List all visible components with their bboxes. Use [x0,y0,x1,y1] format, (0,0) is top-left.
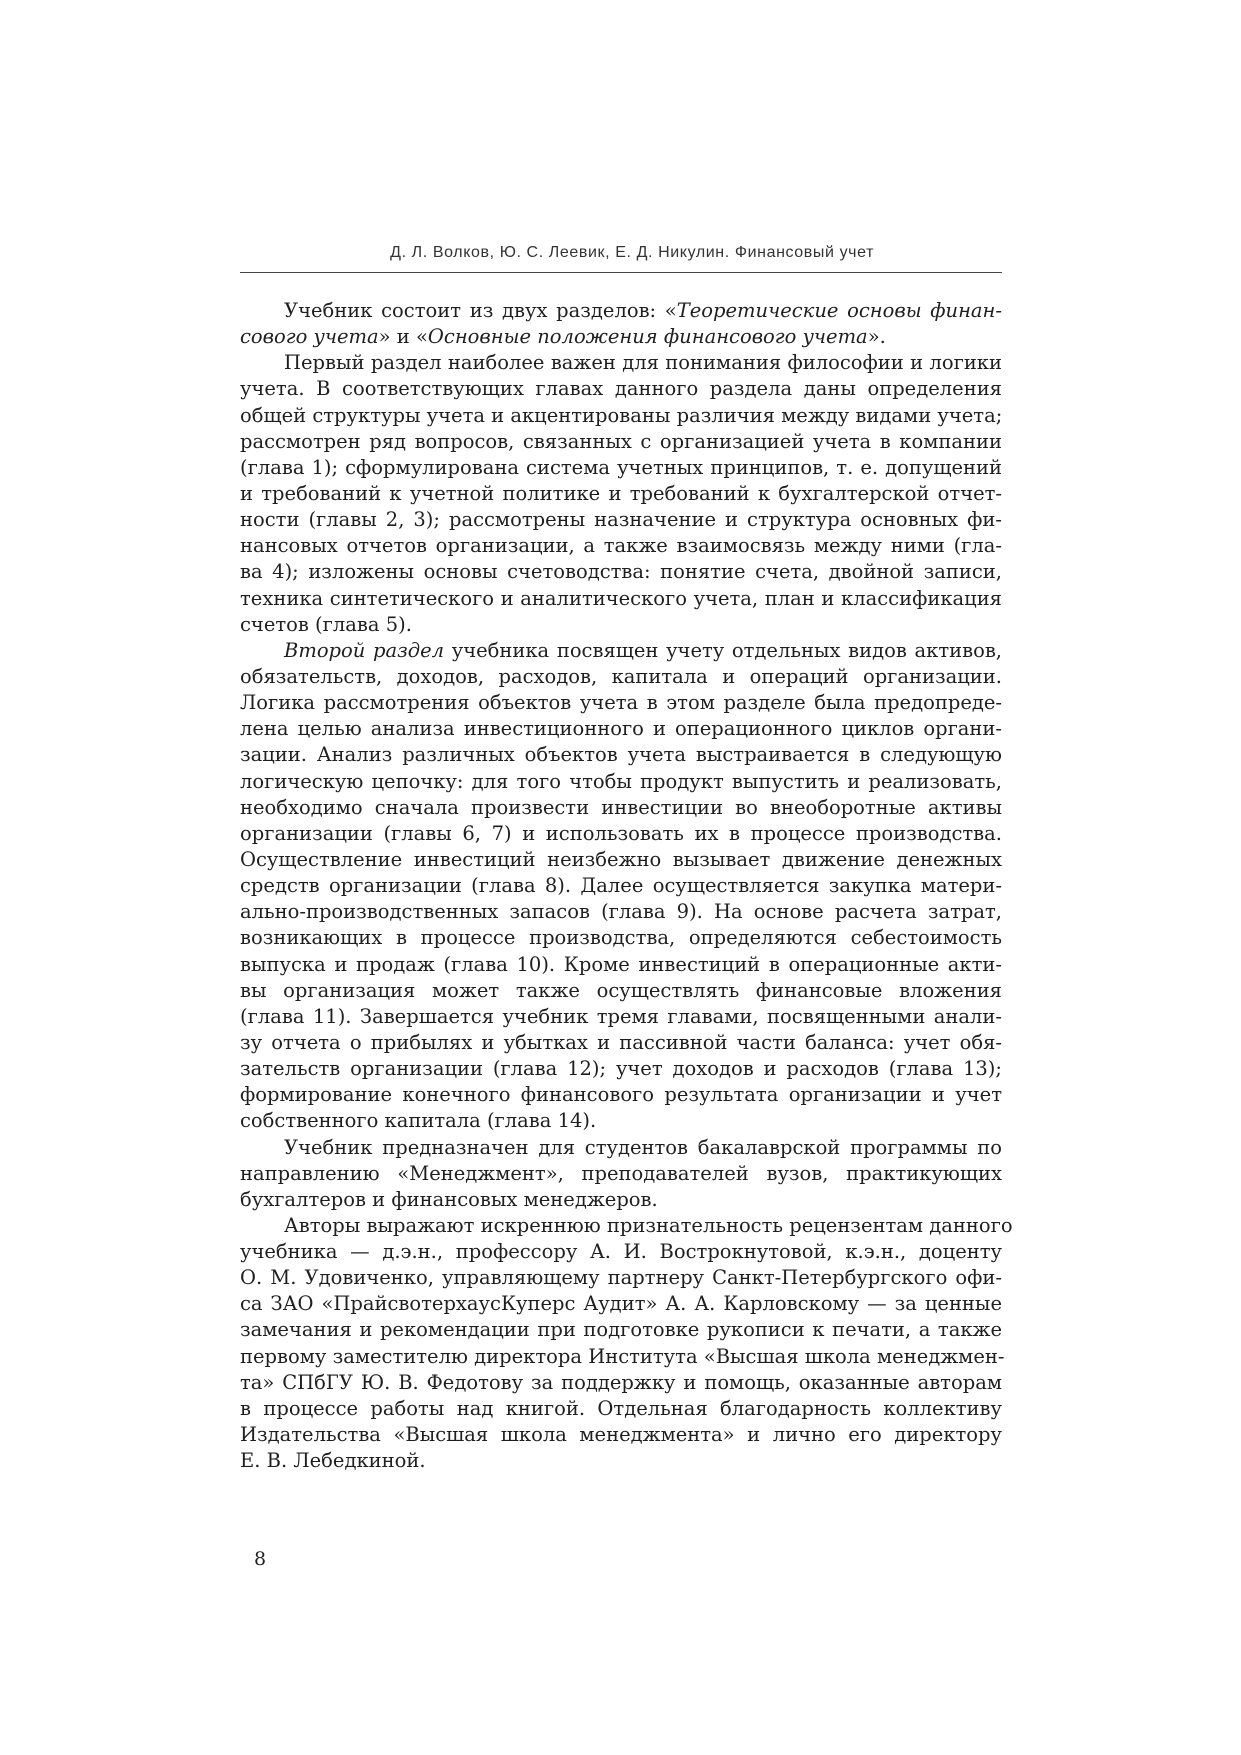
text-line [240,533,1002,559]
text-run: учебника — д.э.н., профессору А. И. Вострокнутовой, к.э.н., доценту [240,1240,1002,1264]
text-run: О. М. Удовиченко, управляющему партнеру Санкт-Петербургского офи- [240,1266,1002,1290]
text-line [240,742,1002,768]
text-line [240,690,1002,716]
italic-run: Основные положения финансового учета [427,325,868,349]
text-run: возникающих в процессе производства, определяются себестоимость [240,926,1002,950]
text-run: вы организация может также осуществлять финансовые вложения [240,978,1002,1002]
paragraph [240,350,1002,638]
text-line [240,952,1002,978]
text-line [240,1135,1002,1161]
text-run: ально-производственных запасов (глава 9). На основе расчета затрат, [240,900,1002,924]
text-run: замечания и рекомендации при подготовке рукописи к печати, а также [240,1318,1002,1342]
text-run: (глава 1); сформулирована система учетных принципов, т. е. допущений [240,455,1002,479]
text-line [240,1291,1002,1317]
text-line [240,873,1002,899]
header-rule [240,272,1002,273]
paragraph [240,1135,1002,1213]
text-run: и требований к учетной политике и требований к бухгалтерской отчет- [240,481,1002,505]
text-line [240,1422,1002,1448]
text-run: Учебник состоит из двух разделов: « [284,299,677,322]
running-head: Д. Л. Волков, Ю. С. Леевик, Е. Д. Никулин. Финансовый учет [390,244,874,261]
text-line [240,1396,1002,1422]
text-line [240,847,1002,873]
text-line [240,298,1002,324]
text-line [240,1239,1002,1265]
text-run: учебника посвящен учету отдельных видов активов, [444,638,1002,662]
text-line [240,1161,1002,1187]
paragraph [240,1213,1013,1474]
italic-run: Второй раздел [284,638,445,662]
italic-run: Теоретические основы финан- [676,299,1002,322]
text-line [240,716,1002,742]
text-line [240,821,1002,847]
text-run: лена целью анализа инвестиционного и операционного циклов органи- [240,717,1002,741]
text-line [240,795,1002,821]
page-number: 8 [254,1548,267,1570]
text-run: Первый раздел наиболее важен для понимания философии и логики [284,351,1002,375]
text-run: Е. В. Лебедкиной. [240,1449,426,1473]
text-run: техника синтетического и аналитического учета, план и классификация [240,586,1002,610]
text-line [240,403,1002,429]
text-run: Авторы выражают искреннюю признательность рецензентам данного [284,1213,1013,1237]
text-line [240,1082,1002,1108]
text-line [240,664,1002,690]
text-run: выпуска и продаж (глава 10). Кроме инвестиций в операционные акти- [240,952,1002,976]
text-line [240,1187,1002,1213]
text-run: ». [867,325,886,349]
text-line [240,1108,1002,1134]
text-run: счетов (глава 5). [240,612,412,636]
text-run: в процессе работы над книгой. Отдельная благодарность коллективу [240,1396,1002,1420]
text-run: зации. Анализ различных объектов учета выстраивается в следующую [240,743,1002,767]
text-run: формирование конечного финансового результата организации и учет [240,1083,1002,1107]
text-line [240,1448,1002,1474]
text-run: Логика рассмотрения объектов учета в этом разделе была предопреде- [240,691,1002,715]
text-run: (глава 11). Завершается учебник тремя главами, посвященными анали- [240,1004,1002,1028]
text-run: Осуществление инвестиций неизбежно вызывает движение денежных [240,847,1002,871]
text-run: зательств организации (глава 12); учет доходов и расходов (глава 13); [240,1057,1002,1081]
text-line [240,1317,1002,1343]
text-line [240,978,1002,1004]
text-run: нансовых отчетов организации, а также взаимосвязь между ними (гла- [240,534,1002,558]
text-line [240,1370,1002,1396]
text-line [240,324,1002,350]
italic-run: сового учета [240,325,379,349]
text-run: са ЗАО «ПрайсвотерхаусКуперс Аудит» А. А. Карловскому — за ценные [240,1292,1002,1316]
text-line [240,429,1002,455]
text-run: первому заместителю директора Института «Высшая школа менеджмен- [240,1344,1005,1368]
text-line [240,1213,1013,1239]
text-line [240,1344,1005,1370]
text-run: необходимо сначала произвести инвестиции во внеоборотные активы [240,795,1002,819]
text-run: логическую цепочку: для того чтобы продукт выпустить и реализовать, [240,769,1002,793]
text-run: средств организации (глава 8). Далее осуществляется закупка матери- [240,874,1002,898]
text-run: Учебник предназначен для студентов бакалаврской программы по [284,1135,1002,1159]
text-run: общей структуры учета и акцентированы различия между видами учета; [240,403,1003,427]
text-line [240,455,1002,481]
text-run: организации (главы 6, 7) и использовать их в процессе производства. [240,821,1002,845]
text-run: направлению «Менеджмент», преподавателей вузов, практикующих [240,1161,1002,1185]
paragraph [240,638,1002,1135]
text-line [240,1265,1002,1291]
text-line [240,507,1002,533]
text-line [240,1004,1002,1030]
text-run: ва 4); изложены основы счетоводства: понятие счета, двойной записи, [240,560,1002,584]
text-run: бухгалтеров и финансовых менеджеров. [240,1187,658,1211]
text-line [240,1056,1002,1082]
text-run: зу отчета о прибылях и убытках и пассивной части баланса: учет обя- [240,1030,1002,1054]
text-run: » и « [378,325,428,349]
text-run: собственного капитала (глава 14). [240,1109,597,1133]
text-run: та» СПбГУ Ю. В. Федотову за поддержку и помощь, оказанные авторам [240,1370,1002,1394]
text-line [240,481,1002,507]
text-run: Издательства «Высшая школа менеджмента» и лично его директору [240,1423,1002,1447]
text-line [240,612,1002,638]
text-line [240,769,1002,795]
text-run: рассмотрен ряд вопросов, связанных с организацией учета в компании [240,429,1002,453]
text-line [240,376,1002,402]
text-line [240,1030,1002,1056]
paragraph [240,298,1002,350]
text-line [240,559,1002,585]
text-line [240,638,1002,664]
text-line [240,899,1002,925]
text-run: учета. В соответствующих главах данного раздела даны определения [240,377,1002,401]
text-run: обязательств, доходов, расходов, капитала и операций организации. [240,664,1002,688]
text-line [240,586,1002,612]
text-line [240,925,1002,951]
text-line [240,350,1002,376]
text-run: ности (главы 2, 3); рассмотрены назначение и структура основных фи- [240,508,1002,532]
body-text [240,298,1013,1474]
